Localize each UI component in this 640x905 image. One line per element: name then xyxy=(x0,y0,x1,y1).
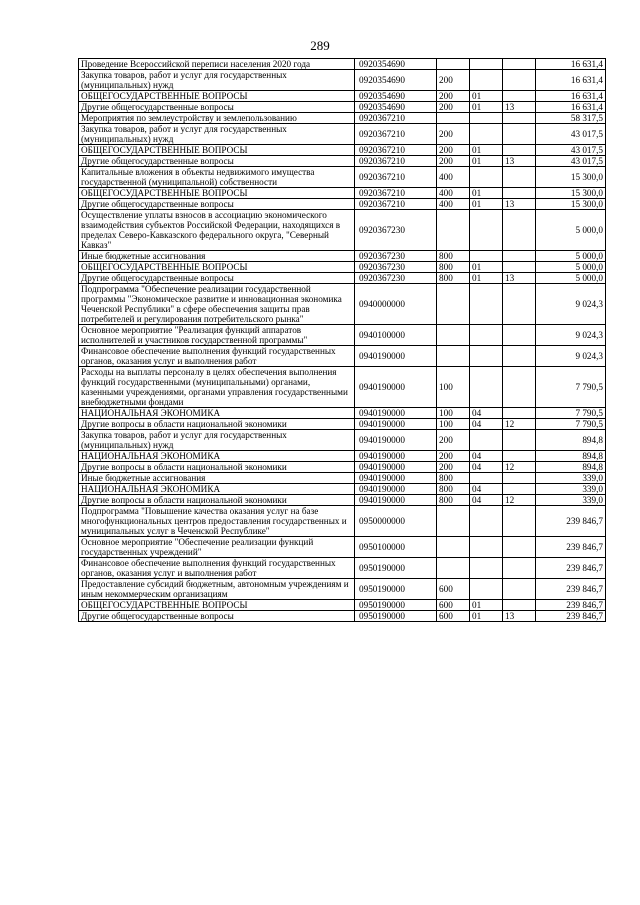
row-amount: 5 000,0 xyxy=(536,273,606,284)
table-row xyxy=(79,199,606,210)
table-row xyxy=(79,156,606,167)
row-amount: 43 017,5 xyxy=(536,156,606,167)
row-code: 0920367230 xyxy=(355,251,437,262)
row-name: Закупка товаров, работ и услуг для государственных (муниципальных) нужд xyxy=(79,430,355,451)
row-subsection: 13 xyxy=(503,102,536,113)
row-amount: 894,8 xyxy=(536,451,606,462)
row-expense-type: 200 xyxy=(437,145,470,156)
row-expense-type: 400 xyxy=(437,199,470,210)
row-name: Другие вопросы в области национальной экономики xyxy=(79,462,355,473)
row-name: Закупка товаров, работ и услуг для государственных (муниципальных) нужд xyxy=(79,70,355,91)
table-body xyxy=(79,59,606,622)
row-amount: 894,8 xyxy=(536,462,606,473)
row-code: 0920354690 xyxy=(355,70,437,91)
table-row xyxy=(79,408,606,419)
table-row xyxy=(79,145,606,156)
row-amount: 239 846,7 xyxy=(536,600,606,611)
table-row xyxy=(79,273,606,284)
row-name: Закупка товаров, работ и услуг для государственных (муниципальных) нужд xyxy=(79,124,355,145)
row-section xyxy=(470,506,503,537)
row-name: ОБЩЕГОСУДАРСТВЕННЫЕ ВОПРОСЫ xyxy=(79,91,355,102)
row-code: 0920367210 xyxy=(355,167,437,188)
row-section: 01 xyxy=(470,91,503,102)
row-code: 0920354690 xyxy=(355,59,437,70)
row-name: Предоставление субсидий бюджетным, автономным учреждениям и иным некоммерческим организациям xyxy=(79,579,355,600)
table-row xyxy=(79,462,606,473)
row-section: 04 xyxy=(470,419,503,430)
row-code: 0950100000 xyxy=(355,537,437,558)
row-section: 01 xyxy=(470,600,503,611)
row-name: Другие вопросы в области национальной экономики xyxy=(79,495,355,506)
row-subsection: 13 xyxy=(503,611,536,622)
row-subsection: 12 xyxy=(503,495,536,506)
table-row xyxy=(79,91,606,102)
row-subsection xyxy=(503,558,536,579)
row-section: 04 xyxy=(470,495,503,506)
row-name: Финансовое обеспечение выполнения функций государственных органов, оказания услуг и выполнения работ xyxy=(79,558,355,579)
row-section: 01 xyxy=(470,188,503,199)
row-amount: 5 000,0 xyxy=(536,262,606,273)
row-section xyxy=(470,124,503,145)
row-section: 04 xyxy=(470,408,503,419)
row-amount: 9 024,3 xyxy=(536,284,606,325)
row-code: 0940190000 xyxy=(355,419,437,430)
row-name: НАЦИОНАЛЬНАЯ ЭКОНОМИКА xyxy=(79,484,355,495)
row-subsection xyxy=(503,346,536,367)
table-row xyxy=(79,484,606,495)
table-row xyxy=(79,102,606,113)
row-amount: 239 846,7 xyxy=(536,506,606,537)
table-row xyxy=(79,251,606,262)
row-section: 04 xyxy=(470,462,503,473)
row-code: 0950190000 xyxy=(355,600,437,611)
row-subsection: 13 xyxy=(503,156,536,167)
row-expense-type: 800 xyxy=(437,251,470,262)
row-amount: 43 017,5 xyxy=(536,145,606,156)
row-name: Другие общегосударственные вопросы xyxy=(79,199,355,210)
row-subsection xyxy=(503,251,536,262)
table-row xyxy=(79,70,606,91)
row-name: ОБЩЕГОСУДАРСТВЕННЫЕ ВОПРОСЫ xyxy=(79,188,355,199)
row-code: 0950000000 xyxy=(355,506,437,537)
row-expense-type: 400 xyxy=(437,167,470,188)
row-expense-type: 800 xyxy=(437,495,470,506)
row-amount: 239 846,7 xyxy=(536,611,606,622)
page-number: 289 xyxy=(310,38,330,53)
row-name: Проведение Всероссийской переписи населения 2020 года xyxy=(79,59,355,70)
row-section xyxy=(470,579,503,600)
row-code: 0940190000 xyxy=(355,484,437,495)
table-row xyxy=(79,188,606,199)
row-code: 0920367230 xyxy=(355,273,437,284)
row-name: Другие общегосударственные вопросы xyxy=(79,611,355,622)
row-expense-type: 200 xyxy=(437,451,470,462)
row-amount: 15 300,0 xyxy=(536,188,606,199)
table-row xyxy=(79,325,606,346)
row-subsection: 13 xyxy=(503,199,536,210)
row-expense-type: 600 xyxy=(437,611,470,622)
row-expense-type: 600 xyxy=(437,600,470,611)
row-code: 0950190000 xyxy=(355,611,437,622)
row-amount: 239 846,7 xyxy=(536,537,606,558)
row-section: 01 xyxy=(470,262,503,273)
row-expense-type: 200 xyxy=(437,430,470,451)
row-subsection xyxy=(503,124,536,145)
row-expense-type: 800 xyxy=(437,484,470,495)
row-amount: 15 300,0 xyxy=(536,199,606,210)
row-name: Основное мероприятие "Обеспечение реализации функций государственных учреждений" xyxy=(79,537,355,558)
row-section xyxy=(470,367,503,408)
table-row xyxy=(79,451,606,462)
table-row xyxy=(79,262,606,273)
row-expense-type: 200 xyxy=(437,124,470,145)
row-subsection xyxy=(503,210,536,251)
table-row xyxy=(79,124,606,145)
row-subsection xyxy=(503,325,536,346)
row-subsection xyxy=(503,284,536,325)
row-section xyxy=(470,70,503,91)
row-amount: 239 846,7 xyxy=(536,579,606,600)
row-code: 0920367210 xyxy=(355,199,437,210)
row-expense-type xyxy=(437,346,470,367)
table-row xyxy=(79,537,606,558)
row-subsection xyxy=(503,506,536,537)
row-section: 01 xyxy=(470,199,503,210)
row-code: 0940190000 xyxy=(355,346,437,367)
row-name: НАЦИОНАЛЬНАЯ ЭКОНОМИКА xyxy=(79,408,355,419)
budget-table xyxy=(78,58,606,622)
table-row xyxy=(79,419,606,430)
table-row xyxy=(79,284,606,325)
row-section xyxy=(470,210,503,251)
row-section xyxy=(470,167,503,188)
row-expense-type: 100 xyxy=(437,419,470,430)
row-expense-type: 400 xyxy=(437,188,470,199)
row-name: Основное мероприятие "Реализация функций аппаратов исполнителей и участников государственной программы" xyxy=(79,325,355,346)
row-expense-type: 200 xyxy=(437,462,470,473)
row-section xyxy=(470,113,503,124)
row-amount: 16 631,4 xyxy=(536,59,606,70)
row-amount: 16 631,4 xyxy=(536,102,606,113)
row-name: Иные бюджетные ассигнования xyxy=(79,251,355,262)
row-expense-type: 200 xyxy=(437,91,470,102)
table-row xyxy=(79,611,606,622)
row-code: 0950190000 xyxy=(355,579,437,600)
row-amount: 5 000,0 xyxy=(536,210,606,251)
table-row xyxy=(79,113,606,124)
row-name: ОБЩЕГОСУДАРСТВЕННЫЕ ВОПРОСЫ xyxy=(79,262,355,273)
row-section xyxy=(470,537,503,558)
row-subsection xyxy=(503,430,536,451)
row-expense-type: 800 xyxy=(437,262,470,273)
row-subsection xyxy=(503,167,536,188)
table-row xyxy=(79,600,606,611)
row-subsection xyxy=(503,113,536,124)
row-code: 0920367210 xyxy=(355,113,437,124)
row-subsection: 12 xyxy=(503,462,536,473)
row-amount: 58 317,5 xyxy=(536,113,606,124)
row-amount: 9 024,3 xyxy=(536,346,606,367)
row-amount: 894,8 xyxy=(536,430,606,451)
row-subsection xyxy=(503,600,536,611)
row-code: 0940190000 xyxy=(355,495,437,506)
row-subsection xyxy=(503,91,536,102)
row-amount: 339,0 xyxy=(536,484,606,495)
row-code: 0920367230 xyxy=(355,210,437,251)
row-name: Подпрограмма "Повышение качества оказания услуг на базе многофункциональных центров предоставления государственных и муниципальных услуг в Чеченской Республике" xyxy=(79,506,355,537)
table-row xyxy=(79,430,606,451)
row-name: Капитальные вложения в объекты недвижимого имущества государственной (муниципальной) собственности xyxy=(79,167,355,188)
row-section: 01 xyxy=(470,156,503,167)
row-amount: 9 024,3 xyxy=(536,325,606,346)
row-expense-type xyxy=(437,558,470,579)
row-name: Осуществление уплаты взносов в ассоциацию экономического взаимодействия субъектов Российской Федерации, находящихся в пределах Северо-Кавказского федерального округа, "Северный Кавказ" xyxy=(79,210,355,251)
row-subsection: 12 xyxy=(503,419,536,430)
row-subsection xyxy=(503,59,536,70)
row-section: 01 xyxy=(470,102,503,113)
row-expense-type: 200 xyxy=(437,156,470,167)
table-row xyxy=(79,495,606,506)
row-code: 0940190000 xyxy=(355,451,437,462)
row-section xyxy=(470,558,503,579)
row-subsection xyxy=(503,188,536,199)
row-subsection xyxy=(503,484,536,495)
row-name: Другие общегосударственные вопросы xyxy=(79,273,355,284)
row-amount: 16 631,4 xyxy=(536,70,606,91)
row-code: 0920354690 xyxy=(355,91,437,102)
table-row xyxy=(79,167,606,188)
row-expense-type xyxy=(437,210,470,251)
row-code: 0940190000 xyxy=(355,473,437,484)
row-amount: 239 846,7 xyxy=(536,558,606,579)
row-expense-type xyxy=(437,325,470,346)
row-expense-type: 200 xyxy=(437,102,470,113)
table-row xyxy=(79,210,606,251)
row-name: Финансовое обеспечение выполнения функций государственных органов, оказания услуг и выполнения работ xyxy=(79,346,355,367)
row-section: 01 xyxy=(470,145,503,156)
row-section xyxy=(470,346,503,367)
table-row xyxy=(79,579,606,600)
row-section: 01 xyxy=(470,611,503,622)
row-name: Другие общегосударственные вопросы xyxy=(79,156,355,167)
row-amount: 339,0 xyxy=(536,473,606,484)
table-row xyxy=(79,558,606,579)
row-subsection xyxy=(503,579,536,600)
row-section: 01 xyxy=(470,273,503,284)
row-subsection xyxy=(503,473,536,484)
row-expense-type xyxy=(437,284,470,325)
row-section: 04 xyxy=(470,484,503,495)
row-amount: 7 790,5 xyxy=(536,419,606,430)
row-code: 0920367210 xyxy=(355,145,437,156)
row-section xyxy=(470,473,503,484)
row-expense-type: 200 xyxy=(437,70,470,91)
row-subsection xyxy=(503,367,536,408)
row-code: 0940190000 xyxy=(355,367,437,408)
row-subsection xyxy=(503,408,536,419)
row-name: Иные бюджетные ассигнования xyxy=(79,473,355,484)
row-code: 0920367210 xyxy=(355,124,437,145)
row-section: 04 xyxy=(470,451,503,462)
row-expense-type: 600 xyxy=(437,579,470,600)
row-expense-type: 800 xyxy=(437,473,470,484)
row-amount: 5 000,0 xyxy=(536,251,606,262)
row-name: Подпрограмма "Обеспечение реализации государственной программы "Экономическое развитие и инновационная экономика Чеченской Республики" в сфере обеспечения защиты прав потребителей и регулирования потребительского рынка" xyxy=(79,284,355,325)
row-subsection xyxy=(503,262,536,273)
row-expense-type: 100 xyxy=(437,408,470,419)
row-subsection xyxy=(503,451,536,462)
row-code: 0920367210 xyxy=(355,156,437,167)
row-code: 0940190000 xyxy=(355,430,437,451)
row-amount: 7 790,5 xyxy=(536,367,606,408)
row-code: 0950190000 xyxy=(355,558,437,579)
row-name: ОБЩЕГОСУДАРСТВЕННЫЕ ВОПРОСЫ xyxy=(79,145,355,156)
row-section xyxy=(470,59,503,70)
row-amount: 15 300,0 xyxy=(536,167,606,188)
row-name: ОБЩЕГОСУДАРСТВЕННЫЕ ВОПРОСЫ xyxy=(79,600,355,611)
row-code: 0940100000 xyxy=(355,325,437,346)
row-expense-type xyxy=(437,59,470,70)
row-name: Мероприятия по землеустройству и землепользованию xyxy=(79,113,355,124)
row-code: 0920354690 xyxy=(355,102,437,113)
row-section xyxy=(470,251,503,262)
row-subsection xyxy=(503,70,536,91)
row-subsection xyxy=(503,145,536,156)
table-row xyxy=(79,59,606,70)
row-amount: 339,0 xyxy=(536,495,606,506)
row-name: НАЦИОНАЛЬНАЯ ЭКОНОМИКА xyxy=(79,451,355,462)
row-name: Другие общегосударственные вопросы xyxy=(79,102,355,113)
row-section xyxy=(470,284,503,325)
table-row xyxy=(79,473,606,484)
row-expense-type xyxy=(437,506,470,537)
table-row xyxy=(79,506,606,537)
row-section xyxy=(470,325,503,346)
row-expense-type: 100 xyxy=(437,367,470,408)
table-row xyxy=(79,367,606,408)
row-name: Другие вопросы в области национальной экономики xyxy=(79,419,355,430)
row-subsection xyxy=(503,537,536,558)
row-code: 0920367230 xyxy=(355,262,437,273)
row-expense-type: 800 xyxy=(437,273,470,284)
row-code: 0940000000 xyxy=(355,284,437,325)
row-expense-type xyxy=(437,113,470,124)
row-amount: 16 631,4 xyxy=(536,91,606,102)
row-subsection: 13 xyxy=(503,273,536,284)
row-amount: 43 017,5 xyxy=(536,124,606,145)
table-row xyxy=(79,346,606,367)
row-expense-type xyxy=(437,537,470,558)
row-code: 0940190000 xyxy=(355,408,437,419)
row-code: 0940190000 xyxy=(355,462,437,473)
row-name: Расходы на выплаты персоналу в целях обеспечения выполнения функций государственными (муниципальными) органами, казенными учреждениями, органами управления государственными внебюджетными фондами xyxy=(79,367,355,408)
row-amount: 7 790,5 xyxy=(536,408,606,419)
row-code: 0920367210 xyxy=(355,188,437,199)
row-section xyxy=(470,430,503,451)
